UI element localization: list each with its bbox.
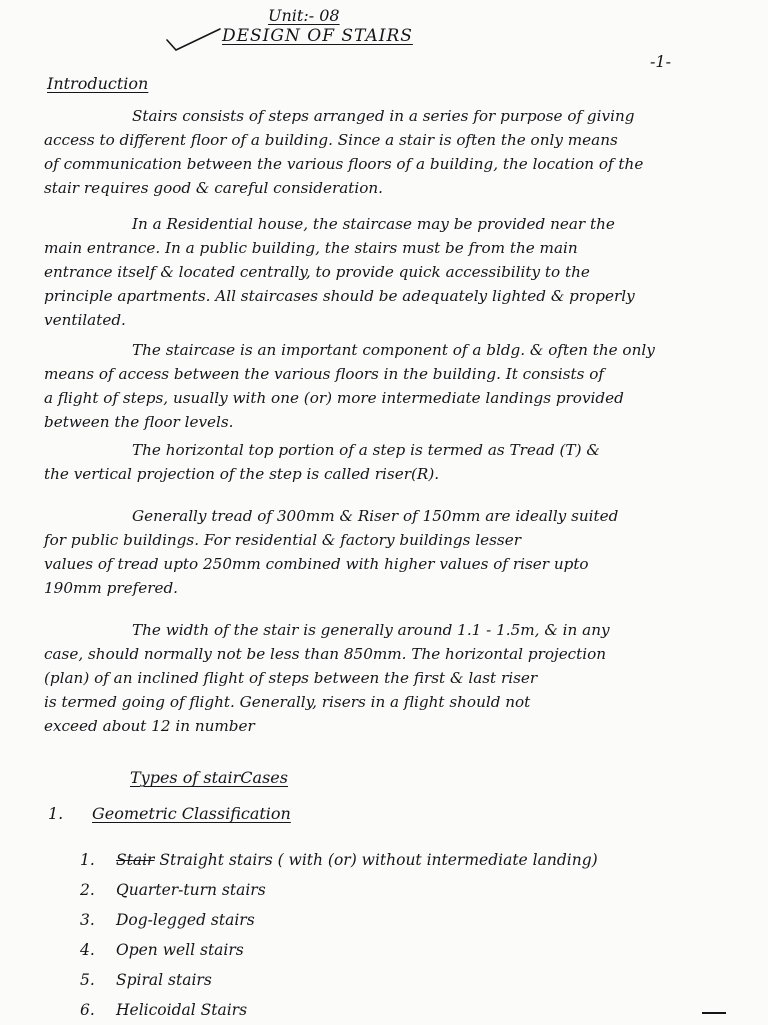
text-line: means of access between the various floors in the building. It consists of [44,365,605,383]
paragraph-tread-riser [44,438,760,486]
text-line: a flight of steps, usually with one (or) more intermediate landings provided [44,389,624,407]
text-line: access to different floor of a building. Since a stair is often the only means [44,131,618,149]
paragraph-staircase-location [44,212,760,332]
page-corner-dash [702,1012,726,1014]
text-line: Generally tread of 300mm & Riser of 150mm are ideally suited [132,507,619,525]
list-text: Quarter-turn stairs [116,881,266,899]
text-line: is termed going of flight. Generally, risers in a flight should not [44,693,531,711]
page-title: DESIGN OF STAIRS [222,26,413,46]
text-line: (plan) of an inclined flight of steps between the first & last riser [44,669,538,687]
list-number: 6. [80,1001,95,1019]
text-line: ventilated. [44,311,126,329]
list-item [80,995,598,1025]
text-line: stair requires good & careful consideration. [44,179,383,197]
text-line: for public buildings. For residential & factory buildings lesser [44,531,521,549]
text-line: exceed about 12 in number [44,717,255,735]
text-line: 190mm prefered. [44,579,178,597]
paragraph-staircase-component [44,338,760,434]
text-line: entrance itself & located centrally, to provide quick accessibility to the [44,263,590,281]
paragraph-stair-width [44,618,760,738]
list-item [80,845,598,875]
text-line: The staircase is an important component of a bldg. & often the only [132,341,655,359]
types-heading: Types of stairCases [130,768,288,787]
text-line: In a Residential house, the staircase may be provided near the [132,215,615,233]
text-line: of communication between the various floors of a building, the location of the [44,155,644,173]
list-text: Straight stairs ( with (or) without intermediate landing) [154,851,598,869]
list-number: 5. [80,971,95,989]
text-line: principle apartments. All staircases should be adequately lighted & properly [44,287,635,305]
list-item [80,965,598,995]
paragraph-stairs-definition [44,104,760,200]
section-number: 1. [48,804,64,823]
introduction-heading: Introduction [47,74,149,93]
page-number: -1- [650,52,671,71]
list-number: 4. [80,941,95,959]
list-item [80,875,598,905]
text-line: case, should normally not be less than 850mm. The horizontal projection [44,645,607,663]
list-text: Spiral stairs [116,971,212,989]
struck-word: Stair [116,851,155,869]
section-title: Geometric Classification [92,804,291,823]
text-line: The width of the stair is generally around 1.1 - 1.5m, & in any [132,621,610,639]
list-item [80,935,598,965]
list-text: Helicoidal Stairs [116,1001,248,1019]
list-item [80,905,598,935]
paragraph-dimensions [44,504,760,600]
unit-label: Unit:- 08 [268,6,340,25]
text-line: The horizontal top portion of a step is termed as Tread (T) & [132,441,600,459]
stair-types-list [80,845,598,1025]
text-line: main entrance. In a public building, the stairs must be from the main [44,239,578,257]
list-text: Dog-legged stairs [116,911,255,929]
list-number: 1. [80,851,95,869]
text-line: between the floor levels. [44,413,234,431]
list-number: 2. [80,881,95,899]
list-text: Open well stairs [116,941,244,959]
list-number: 3. [80,911,95,929]
text-line: the vertical projection of the step is called riser(R). [44,465,440,483]
check-mark-icon [164,26,224,54]
text-line: Stairs consists of steps arranged in a series for purpose of giving [132,107,635,125]
text-line: values of tread upto 250mm combined with higher values of riser upto [44,555,589,573]
